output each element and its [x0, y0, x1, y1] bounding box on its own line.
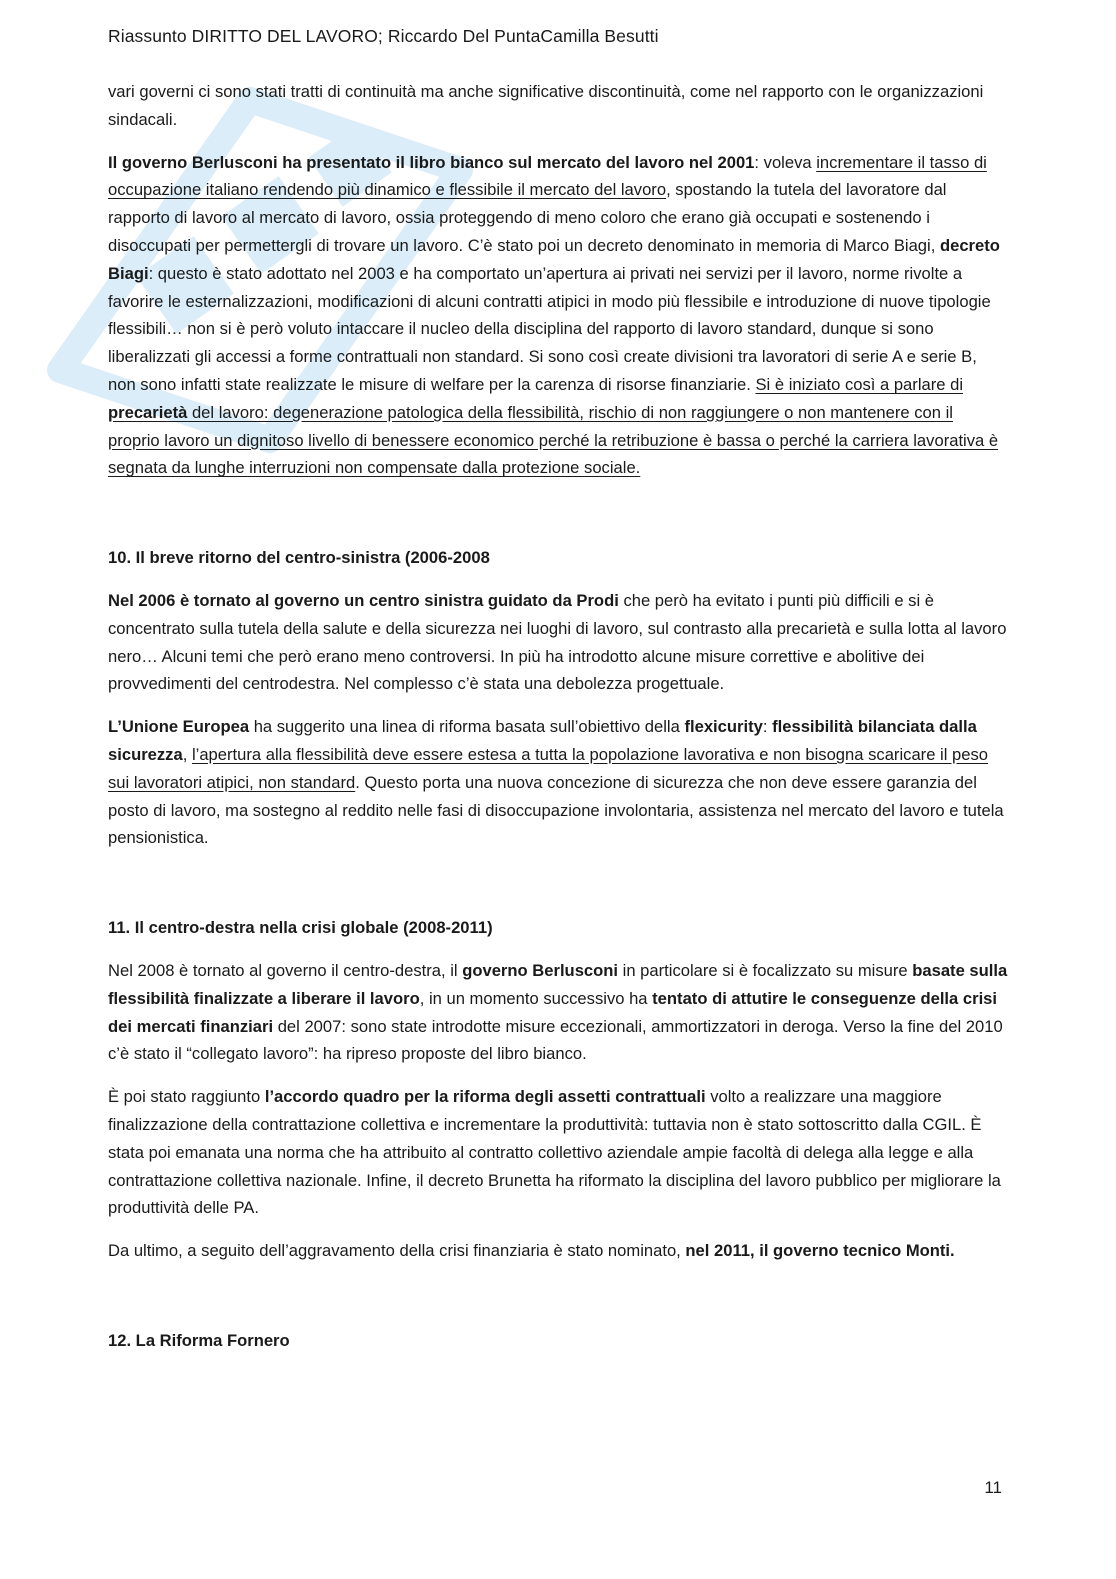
paragraph-accordo-quadro: È poi stato raggiunto l’accordo quadro per la riforma degli assetti contrattuali volto a realizzare una maggiore finalizzazione della contrattazione collettiva e incrementare la produttività: tuttavia non è stato sottoscritto dalla CGIL. È stata poi emanata una norma che ha attribuito al contratto collettivo aziendale ampie facoltà di delega alla legge e alla contrattazione collettiva nazionale. Infine, il decreto Brunetta ha riformato la disciplina del lavoro pubblico per migliorare la produttività delle PA.: [108, 1087, 1001, 1218]
paragraph-monti: Da ultimo, a seguito dell’aggravamento della crisi finanziaria è stato nominato, nel 2011, il governo tecnico Monti.: [108, 1241, 955, 1261]
document-body: [108, 78, 1008, 1370]
paragraph-prodi: Nel 2006 è tornato al governo un centro sinistra guidato da Prodi che però ha evitato i punti più difficili e si è concentrato sulla tutela della salute e della sicurezza nei luoghi di lavoro, sul contrasto alla precarietà e sulla lotta al lavoro nero… Alcuni temi che però erano meno controversi. In più ha introdotto alcune misure correttive e abolitive dei provvedimenti del centrodestra. Nel complesso c’è stata una debolezza progettuale.: [108, 590, 1007, 694]
page-number: 11: [984, 1478, 1002, 1497]
paragraph-centro-destra: Nel 2008 è tornato al governo il centro-destra, il governo Berlusconi in particolare si è focalizzato su misure basate sulla flessibilità finalizzate a liberare il lavoro, in un momento successivo ha tentato di attutire le conseguenze della crisi dei mercati finanziari del 2007: sono state introdotte misure eccezionali, ammortizzatori in deroga. Verso la fine del 2010 c’è stato il “collegato lavoro”: ha ripreso proposte del libro bianco.: [108, 960, 1008, 1064]
document-header: Riassunto DIRITTO DEL LAVORO; Riccardo Del PuntaCamilla Besutti: [108, 26, 659, 46]
paragraph-flexicurity: L’Unione Europea ha suggerito una linea di riforma basata sull’obiettivo della flexicurity: flessibilità bilanciata dalla sicurezza, l’apertura alla flessibilità deve essere estesa a tutta la popolazione lavorativa e non bisogna scaricare il peso sui lavoratori atipici, non standard. Questo porta una nuova concezione di sicurezza che non deve essere garanzia del posto di lavoro, ma sostegno al reddito nelle fasi di disoccupazione involontaria, assistenza nel mercato del lavoro e tutela pensionistica.: [108, 717, 1004, 848]
paragraph-berlusconi-libro-bianco: Il governo Berlusconi ha presentato il libro bianco sul mercato del lavoro nel 2001: voleva incrementare il tasso di occupazione italiano rendendo più dinamico e flessibile il mercato del lavoro, spostando la tutela del lavoratore dal rapporto di lavoro al mercato di lavoro, ossia proteggendo di meno coloro che erano già occupati e sostenendo i disoccupati per permettergli di trovare un lavoro. C’è stato poi un decreto denominato in memoria di Marco Biagi, decreto Biagi: questo è stato adottato nel 2003 e ha comportato un’apertura ai privati nei servizi per il lavoro, norme rivolte a favorire le esternalizzazioni, modificazioni di alcuni contratti atipici in modo più flessibile e introduzione di nuove tipologie flessibili… non si è però voluto intaccare il nucleo della disciplina del rapporto di lavoro standard, dunque si sono liberalizzati gli accessi a forme contrattuali non standard. Si sono così create divisioni tra lavoratori di serie A e serie B, non sono infatti state realizzate le misure di welfare per la carenza di risorse finanziarie. Si è iniziato così a parlare di precarietà del lavoro: degenerazione patologica della flessibilità, rischio di non raggiungere o non mantenere con il proprio lavoro un dignitoso livello di benessere economico perché la retribuzione è bassa o perché la carriera lavorativa è segnata da lunghe interruzioni non compensate dalla protezione sociale.: [108, 152, 1000, 478]
paragraph-intro: vari governi ci sono stati tratti di continuità ma anche significative discontinuità, come nel rapporto con le organizzazioni sindacali.: [108, 82, 984, 129]
section-heading-11: 11. Il centro-destra nella crisi globale (2008-2011): [108, 918, 493, 938]
section-heading-12: 12. La Riforma Fornero: [108, 1330, 290, 1350]
section-heading-10: 10. Il breve ritorno del centro-sinistra (2006-2008: [108, 548, 490, 568]
